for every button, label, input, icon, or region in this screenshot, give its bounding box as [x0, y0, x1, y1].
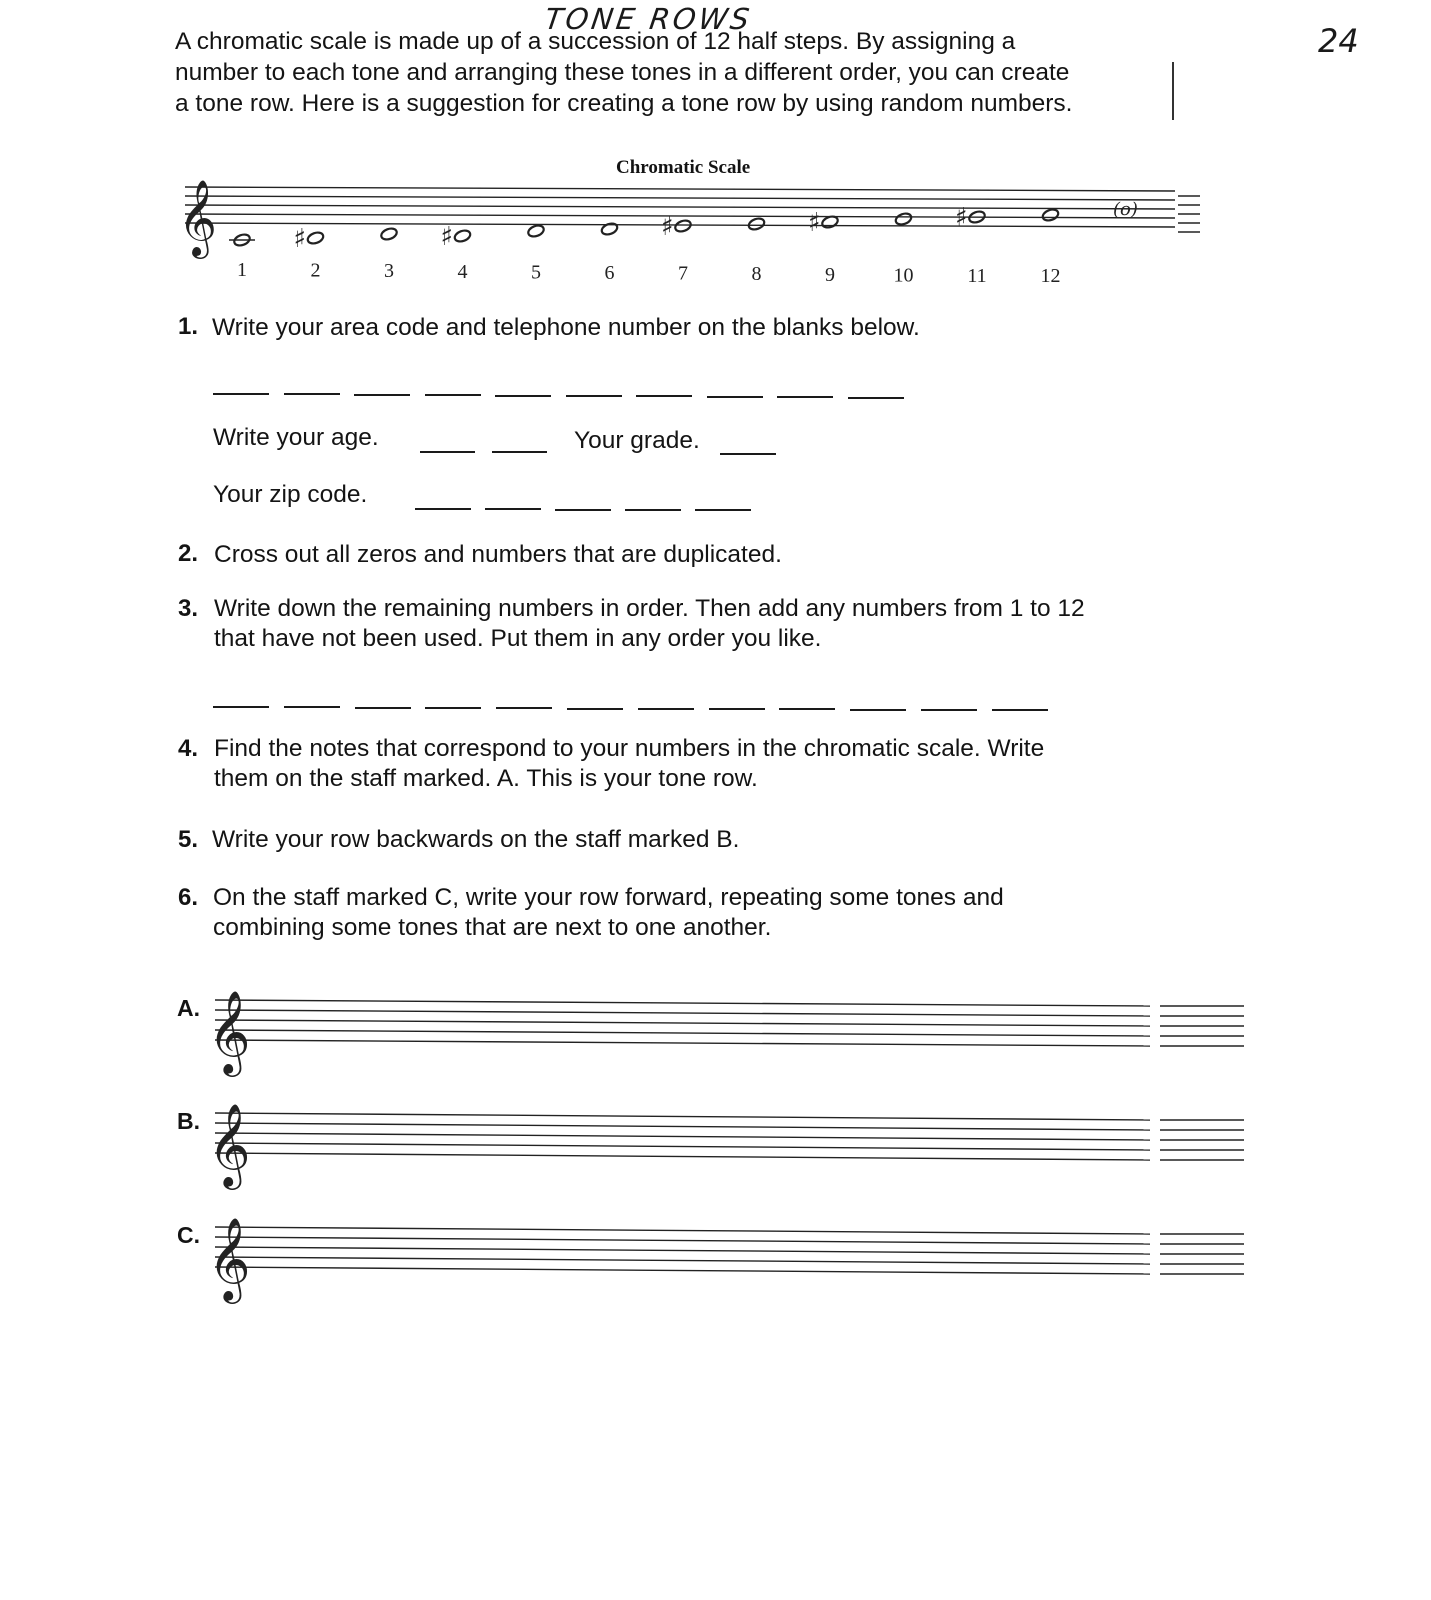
note-head-5 — [527, 224, 545, 239]
question-number: 1. — [178, 313, 199, 340]
note-head-6 — [600, 222, 618, 237]
treble-clef-icon: 𝄞 — [208, 1216, 251, 1300]
staff-a-label: A. — [177, 995, 200, 1021]
scan-edge-mark — [1172, 62, 1174, 120]
note-number: 10 — [893, 264, 914, 287]
note-head-7 — [674, 219, 692, 234]
tone-row-blank-11[interactable] — [921, 709, 977, 711]
phone-digit-blank-8[interactable] — [707, 396, 763, 398]
note-head-3 — [380, 227, 398, 242]
question-text: Write your row backwards on the staff marked B. — [212, 826, 740, 853]
zip-label: Your zip code. — [213, 481, 368, 508]
phone-digit-blank-6[interactable] — [566, 395, 622, 397]
tone-row-blank-2[interactable] — [284, 706, 340, 708]
question-text-line-2: them on the staff marked. A. This is your tone row. — [214, 765, 758, 792]
question-text-line-1: Find the notes that correspond to your numbers in the chromatic scale. Write — [214, 735, 1045, 762]
sharp-icon: ♯ — [293, 224, 307, 254]
staff-b[interactable] — [0, 1075, 1431, 1195]
note-head-8 — [747, 217, 765, 232]
treble-clef-icon: 𝄞 — [208, 1102, 251, 1186]
phone-digit-blank-5[interactable] — [495, 395, 551, 397]
chromatic-scale-staff — [0, 0, 1431, 300]
note-number: 2 — [310, 259, 321, 282]
question-number: 5. — [178, 826, 199, 853]
phone-digit-blank-9[interactable] — [777, 396, 833, 398]
question-text-line-1: On the staff marked C, write your row forward, repeating some tones and — [213, 884, 1004, 911]
zip-digit-blank-3[interactable] — [555, 509, 611, 511]
age-label: Write your age. — [213, 424, 379, 451]
phone-digit-blank-3[interactable] — [354, 394, 410, 396]
sharp-icon: ♯ — [661, 212, 674, 242]
sharp-icon: ♯ — [955, 203, 968, 233]
age-blank-2[interactable] — [492, 451, 547, 453]
grade-label: Your grade. — [574, 427, 700, 454]
note-head-4 — [453, 229, 471, 244]
staff-lines — [185, 187, 1200, 232]
note-head-2 — [306, 231, 324, 246]
note-number: 3 — [384, 260, 394, 283]
extra-note-parenthesized: (o) — [1113, 199, 1138, 220]
note-number: 7 — [678, 262, 688, 285]
treble-clef-icon: 𝄞 — [208, 989, 251, 1073]
question-text-line-2: that have not been used. Put them in any order you like. — [214, 625, 822, 652]
note-number: 8 — [751, 263, 762, 286]
chromatic-scale-title: Chromatic Scale — [616, 157, 751, 178]
note-number: 1 — [237, 259, 247, 281]
intro-line-2: number to each tone and arranging these tones in a different order, you can create — [175, 59, 1070, 86]
zip-digit-blank-5[interactable] — [695, 509, 751, 511]
zip-digit-blank-4[interactable] — [625, 509, 681, 511]
question-number: 3. — [178, 595, 199, 622]
tone-row-blank-7[interactable] — [638, 708, 694, 710]
age-blank-1[interactable] — [420, 451, 475, 453]
tone-row-blank-5[interactable] — [496, 707, 552, 709]
note-number: 12 — [1040, 265, 1061, 287]
phone-digit-blank-10[interactable] — [848, 397, 904, 399]
phone-digit-blank-7[interactable] — [636, 395, 692, 397]
staff-a[interactable] — [0, 960, 1431, 1080]
tone-row-blank-10[interactable] — [850, 709, 906, 711]
sharp-icon: ♯ — [440, 222, 454, 252]
question-number: 2. — [178, 540, 199, 567]
staff-c[interactable] — [0, 1190, 1431, 1310]
tone-row-blank-12[interactable] — [992, 709, 1048, 711]
question-text: Cross out all zeros and numbers that are duplicated. — [214, 541, 782, 568]
treble-clef-icon: 𝄞 — [178, 179, 218, 256]
question-text: Write your area code and telephone number on the blanks below. — [212, 314, 920, 341]
note-number: 4 — [457, 260, 468, 283]
phone-digit-blank-4[interactable] — [425, 394, 481, 396]
note-head-12 — [1041, 208, 1059, 223]
page-number: 24 — [1318, 22, 1359, 60]
handwritten-title: TONE ROWS — [542, 2, 755, 36]
tone-row-blank-1[interactable] — [213, 706, 269, 708]
phone-digit-blank-2[interactable] — [284, 393, 340, 395]
tone-row-blank-8[interactable] — [709, 708, 765, 710]
intro-line-3: a tone row. Here is a suggestion for creating a tone row by using random numbers. — [175, 90, 1073, 117]
question-number: 6. — [178, 884, 199, 911]
note-number: 11 — [967, 265, 987, 287]
intro-line-1: A chromatic scale is made up of a succession of 12 half steps. By assigning a — [175, 28, 1016, 55]
tone-row-blank-9[interactable] — [779, 708, 835, 710]
tone-row-blank-4[interactable] — [425, 707, 481, 709]
staff-c-label: C. — [177, 1222, 200, 1248]
note-number: 9 — [825, 263, 835, 286]
staff-b-label: B. — [177, 1108, 200, 1134]
tone-row-blank-6[interactable] — [567, 708, 623, 710]
sharp-icon: ♯ — [808, 208, 821, 238]
note-number: 5 — [531, 261, 541, 284]
zip-digit-blank-2[interactable] — [485, 508, 541, 510]
note-number: 6 — [604, 262, 615, 284]
phone-digit-blank-1[interactable] — [213, 393, 269, 395]
grade-blank[interactable] — [720, 453, 776, 455]
tone-row-blank-3[interactable] — [355, 707, 411, 709]
note-head-10 — [894, 212, 912, 227]
question-text-line-1: Write down the remaining numbers in order. Then add any numbers from 1 to 12 — [214, 595, 1085, 622]
zip-digit-blank-1[interactable] — [415, 508, 471, 510]
question-text-line-2: combining some tones that are next to one another. — [213, 914, 772, 941]
question-number: 4. — [178, 735, 199, 762]
